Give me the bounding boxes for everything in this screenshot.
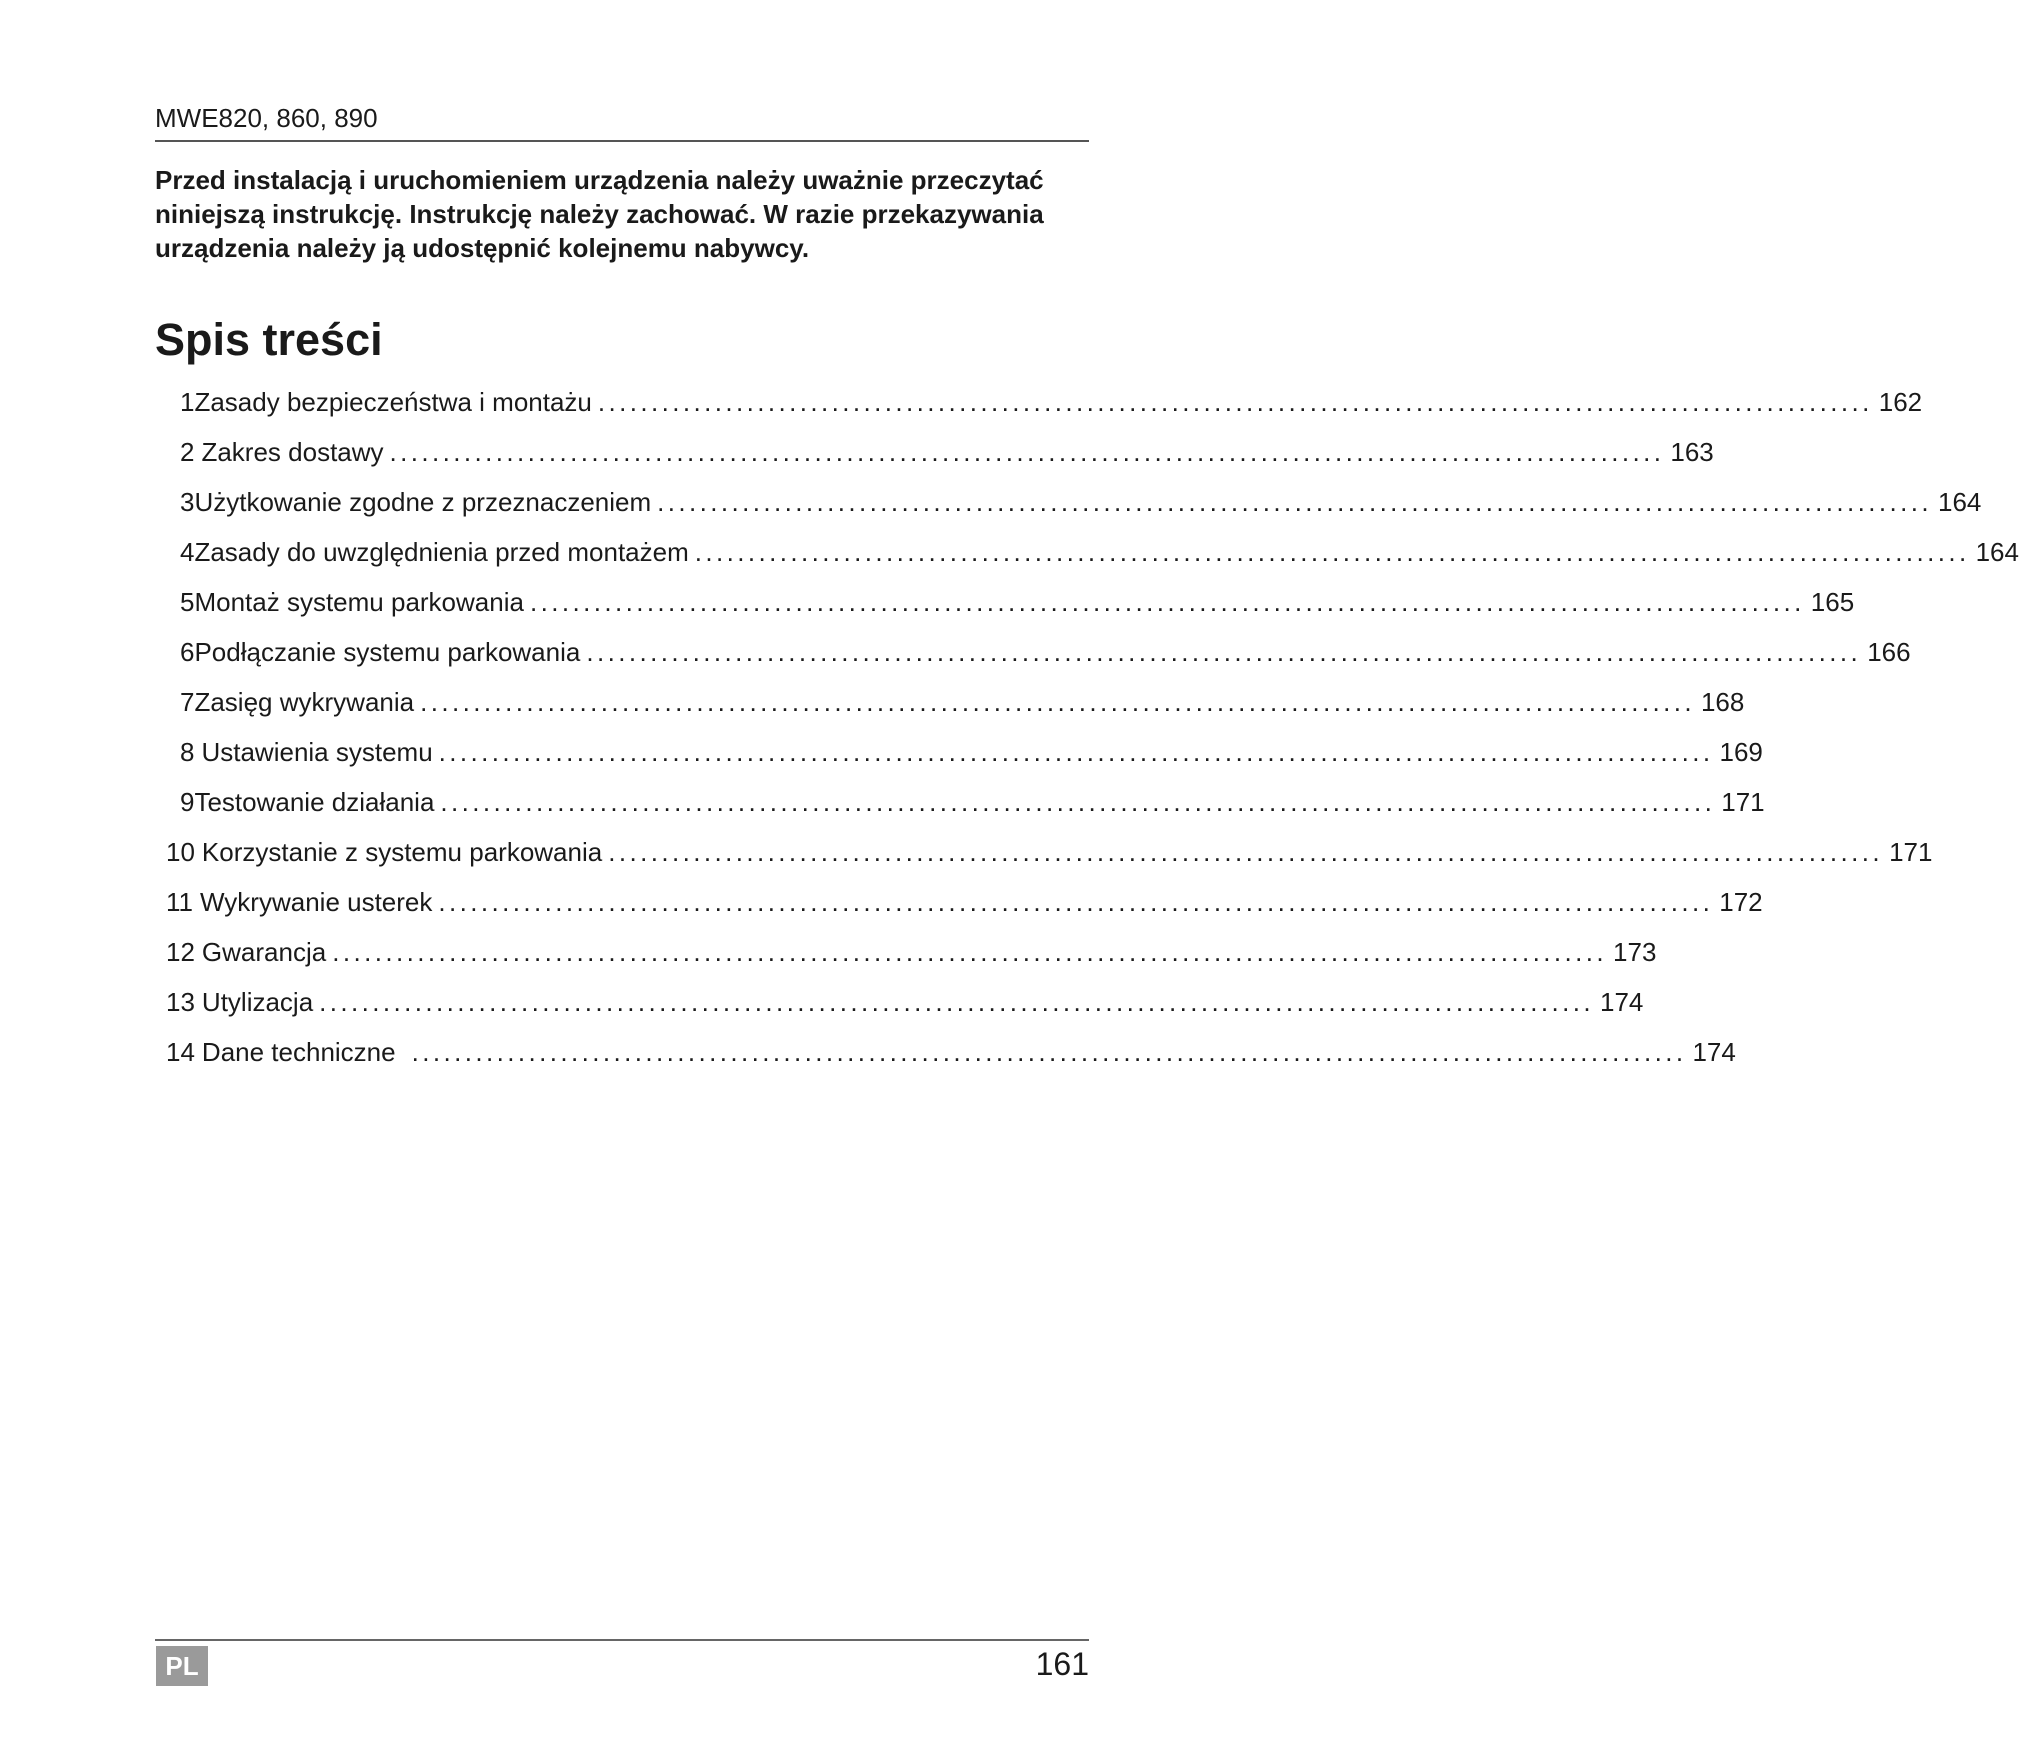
toc-entry-number: 14 xyxy=(166,1037,195,1067)
toc-leader-dots: ........................................................................................................................ xyxy=(529,587,1805,617)
toc-leader-dots: ........................................................................................................................ xyxy=(332,937,1608,967)
language-badge: PL xyxy=(156,1646,208,1686)
toc-entry-number: 3 xyxy=(180,487,195,517)
toc-entry-page: 174 xyxy=(1692,1037,1736,1067)
toc-entry-label: Zakres dostawy xyxy=(201,437,384,467)
toc-entry-number: 12 xyxy=(166,937,195,967)
toc-entry-label: Wykrywanie usterek xyxy=(200,887,433,917)
toc-entry-page: 173 xyxy=(1613,937,1657,967)
toc-entry-label: Użytkowanie zgodne z przeznaczeniem xyxy=(194,487,652,517)
toc-leader-dots: ........................................................................................................................ xyxy=(319,987,1595,1017)
toc-entry-page: 171 xyxy=(1721,787,1765,817)
toc-entry-page: 169 xyxy=(1719,737,1763,767)
toc-entry-3[interactable] xyxy=(180,486,1982,518)
toc-entry-13[interactable] xyxy=(166,986,1644,1018)
toc-entry-page: 166 xyxy=(1867,637,1911,667)
toc-entry-number: 1 xyxy=(180,387,195,417)
toc-entry-number: 4 xyxy=(180,537,195,567)
toc-entry-page: 164 xyxy=(1975,537,2019,567)
toc-leader-dots: ........................................................................................................................ xyxy=(597,387,1873,417)
toc-entry-number: 13 xyxy=(166,987,195,1017)
toc-entry-number: 6 xyxy=(180,637,195,667)
toc-entry-page: 165 xyxy=(1810,587,1855,617)
toc-entry-number: 2 xyxy=(180,437,195,467)
toc-entry-label: Korzystanie z systemu parkowania xyxy=(201,837,603,867)
toc-entry-number: 10 xyxy=(166,837,195,867)
toc-entry-2[interactable] xyxy=(180,436,1714,468)
toc-leader-dots: ........................................................................................................................ xyxy=(389,437,1665,467)
toc-leader-dots: ........................................................................................................................ xyxy=(440,787,1716,817)
toc-entry-label: Ustawienia systemu xyxy=(201,737,433,767)
toc-entry-number: 8 xyxy=(180,737,195,767)
toc-entry-5[interactable] xyxy=(180,586,1855,618)
toc-leader-dots: ........................................................................................................................ xyxy=(657,487,1932,517)
toc-entry-page: 168 xyxy=(1700,687,1745,717)
toc-leader-dots: ........................................................................................................................ xyxy=(438,737,1714,767)
toc-entry-4[interactable] xyxy=(180,536,2019,568)
toc-entry-number: 7 xyxy=(180,687,195,717)
toc-entry-label: Utylizacja xyxy=(201,987,314,1017)
toc-entry-label: Testowanie działania xyxy=(194,787,435,817)
toc-leader-dots: ........................................................................................................................ xyxy=(420,687,1695,717)
toc-entry-1[interactable] xyxy=(180,386,1923,418)
toc-entry-12[interactable] xyxy=(166,936,1657,968)
footer-rule xyxy=(155,1639,1089,1641)
toc-entry-6[interactable] xyxy=(180,636,1911,668)
toc-entry-8[interactable] xyxy=(180,736,1763,768)
toc-entry-number: 5 xyxy=(180,587,195,617)
toc-entry-11[interactable] xyxy=(166,886,1763,918)
toc-leader-dots: ........................................................................................................................ xyxy=(411,1037,1687,1067)
toc-entry-label: Podłączanie systemu parkowania xyxy=(194,637,581,667)
toc-entry-14[interactable] xyxy=(166,1036,1736,1068)
toc-entry-9[interactable] xyxy=(180,786,1765,818)
toc-title: Spis treści xyxy=(155,314,383,365)
toc-entry-page: 171 xyxy=(1889,837,1933,867)
toc-entry-number: 9 xyxy=(180,787,195,817)
toc-leader-dots: ........................................................................................................................ xyxy=(694,537,1970,567)
toc-entry-label: Dane techniczne xyxy=(201,1037,396,1067)
toc-entry-number: 11 xyxy=(166,887,193,917)
toc-leader-dots: ........................................................................................................................ xyxy=(438,887,1714,917)
toc-entry-label: Montaż systemu parkowania xyxy=(194,587,524,617)
toc-entry-page: 164 xyxy=(1938,487,1982,517)
intro-notice: Przed instalacją i uruchomieniem urządzenia należy uważnie przeczytać niniejszą instrukcję. Instrukcję należy zachować. W razie przekazywania urządzenia należy ją udostępnić kolejnemu nabywcy. xyxy=(155,165,1044,263)
toc-entry-page: 174 xyxy=(1600,987,1644,1017)
toc-entry-label: Zasady do uwzględnienia przed montażem xyxy=(194,537,689,567)
toc-leader-dots: ........................................................................................................................ xyxy=(608,837,1884,867)
toc-entry-7[interactable] xyxy=(180,686,1745,718)
toc-entry-label: Zasięg wykrywania xyxy=(194,687,415,717)
toc-entry-page: 162 xyxy=(1878,387,1923,417)
toc-entry-page: 163 xyxy=(1670,437,1714,467)
model-header: MWE820, 860, 890 xyxy=(155,103,378,133)
toc-entry-10[interactable] xyxy=(166,836,1933,868)
toc-leader-dots: ........................................................................................................................ xyxy=(586,637,1862,667)
toc-entry-label: Zasady bezpieczeństwa i montażu xyxy=(194,387,592,417)
running-header xyxy=(155,104,1089,142)
page-number: 161 xyxy=(1035,1646,1089,1682)
toc-entry-label: Gwarancja xyxy=(201,937,327,967)
toc-entry-page: 172 xyxy=(1719,887,1763,917)
